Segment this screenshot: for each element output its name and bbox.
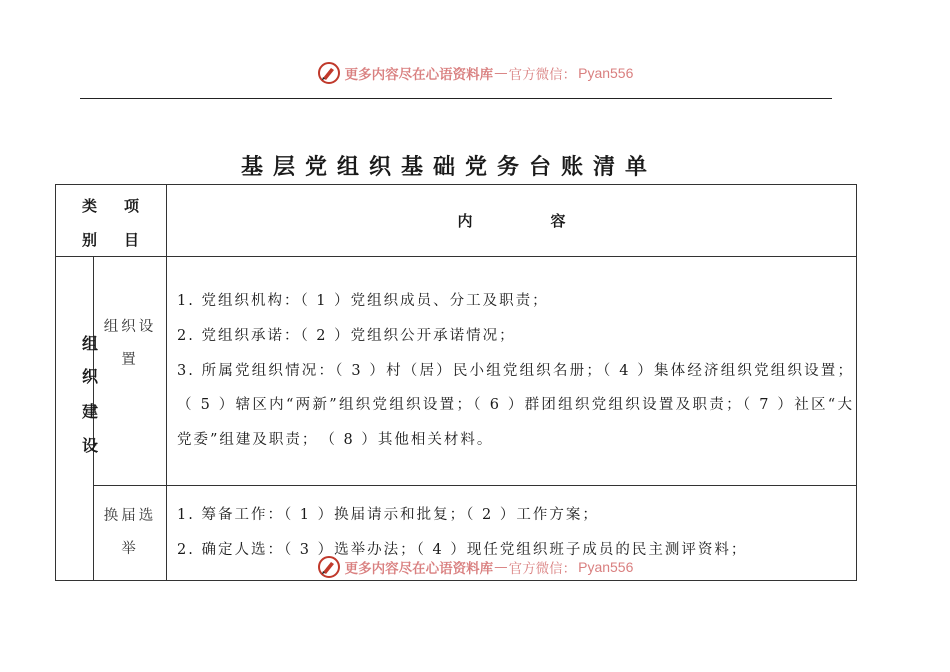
watermark-separator: —: [494, 65, 508, 81]
subcategory-label: 置: [121, 352, 139, 368]
header-content-char: 内: [457, 212, 473, 230]
header-content-cell: [167, 185, 857, 257]
header-category-char: 类: [82, 197, 98, 215]
ledger-table: [55, 184, 857, 581]
subcategory-label: 举: [121, 541, 139, 557]
subcategory-label: 换届选: [103, 508, 157, 524]
category-char: 设: [82, 436, 99, 455]
watermark-main-text: 更多内容尽在心语资料库: [344, 561, 494, 577]
content-line: 2. 确定人选：（ 3 ）选举办法；（ 4 ）现任党组织班子成员的民主测评资料；: [177, 542, 748, 558]
header-divider: [80, 98, 832, 99]
watermark-id: Pyan556: [578, 65, 634, 81]
header-content-char: 容: [550, 212, 566, 230]
brand-logo-icon: [317, 555, 341, 579]
content-cell: [167, 257, 857, 486]
content-line: 2. 党组织承诺：（ 2 ）党组织公开承诺情况；: [177, 327, 516, 344]
watermark-separator: —: [494, 559, 508, 575]
table-row: [56, 257, 857, 486]
category-cell: [56, 257, 99, 581]
watermark-header: [0, 58, 950, 88]
document-title: 基层党组织基础党务台账清单: [240, 154, 657, 180]
content-line: 3. 所属党组织情况：（ 3 ）村（居）民小组党组织名册；（ 4 ）集体经济组织党组织设置；（ 5 ）辖区内“两新”组织党组织设置；（ 6 ）群团组织党组织设置及职责；（ 7 ）社区“大党委”组建及职责； （ 8 ）其他相关材料。: [177, 362, 854, 449]
watermark-sub-text: 官方微信：: [508, 561, 577, 577]
header-category-char: 目: [124, 231, 140, 249]
category-char: 建: [82, 402, 99, 421]
subcategory-label: 组织设: [103, 319, 157, 335]
watermark-footer: [0, 552, 950, 582]
category-char: 织: [82, 367, 99, 386]
content-line: 1. 筹备工作：（ 1 ）换届请示和批复；（ 2 ）工作方案；: [177, 507, 599, 524]
content-line: 1. 党组织机构：（ 1 ）党组织成员、分工及职责；: [177, 293, 549, 309]
watermark-id: Pyan556: [578, 559, 634, 575]
category-char: 组: [82, 334, 99, 353]
header-category-cell: [56, 185, 167, 257]
table-header-row: [56, 185, 857, 257]
header-category-char: 项: [124, 197, 140, 215]
watermark-sub-text: 官方微信：: [508, 67, 577, 83]
brand-logo-icon: [317, 61, 341, 85]
header-category-char: 别: [82, 231, 98, 249]
subcategory-cell: [94, 257, 167, 486]
watermark-main-text: 更多内容尽在心语资料库: [344, 67, 494, 83]
